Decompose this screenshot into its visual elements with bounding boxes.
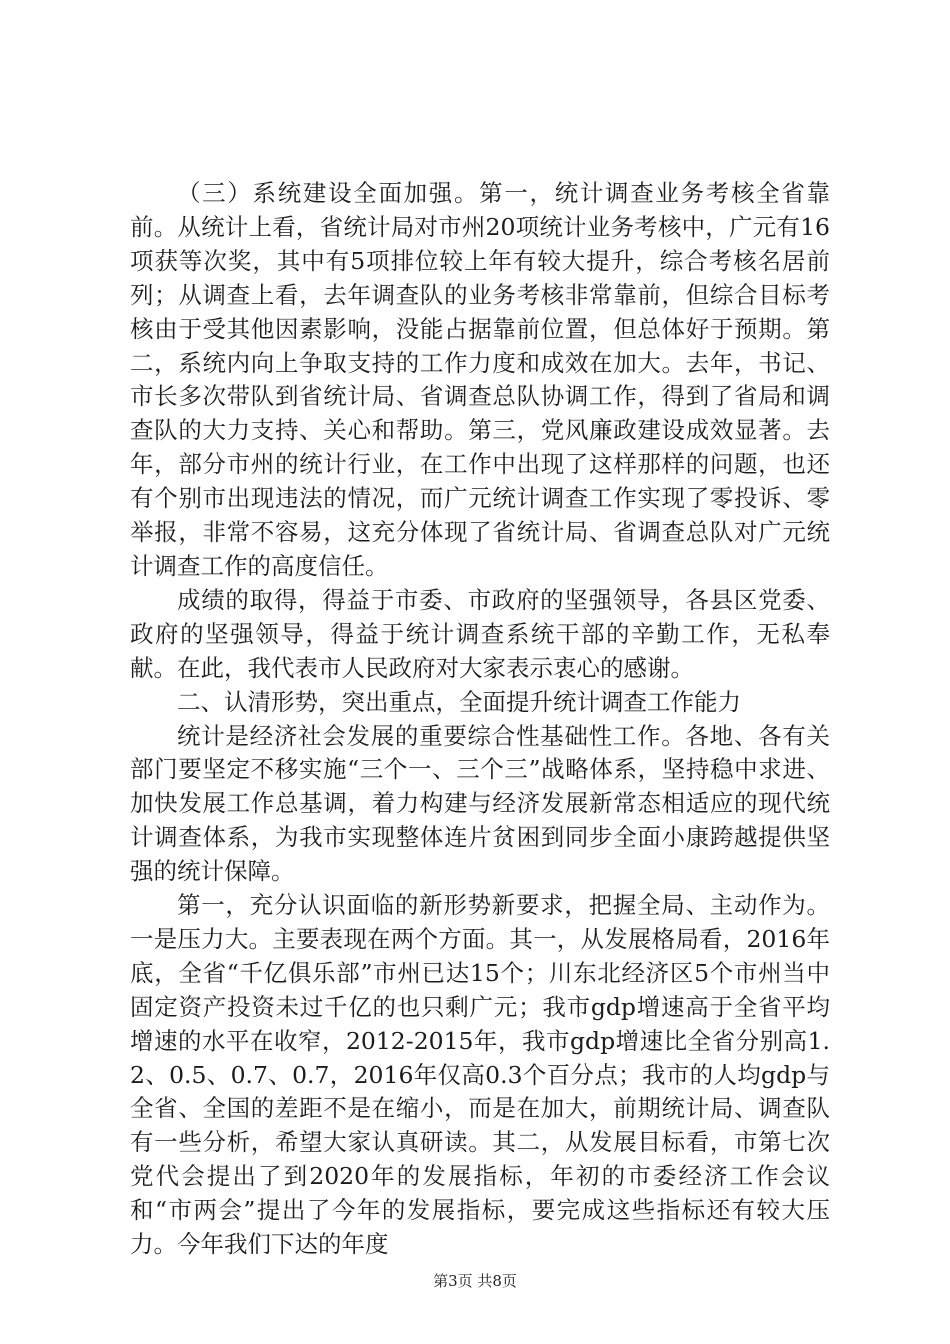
paragraph-system-building: （三）系统建设全面加强。第一，统计调查业务考核全省靠前。从统计上看，省统计局对市州20项统计业务考核中，广元有16项获等次奖，其中有5项排位较上年有较大提升，综合考核名居前列；从调查上看，去年调查队的业务考核非常靠前，但综合目标考核由于受其他因素影响，没能占据靠前位置，但总体好于预期。第二，系统内向上争取支持的工作力度和成效在加大。去年，书记、市长多次带队到省统计局、省调查总队协调工作，得到了省局和调查队的大力支持、关心和帮助。第三，党风廉政建设成效显著。去年，部分市州的统计行业，在工作中出现了这样那样的问题，也还有个别市出现违法的情况，而广元统计调查工作实现了零投诉、零举报，非常不容易，这充分体现了省统计局、省调查总队对广元统计调查工作的高度信任。 (130, 179, 830, 580)
document-body (130, 177, 830, 1262)
paragraph-new-situation: 第一，充分认识面临的新形势新要求，把握全局、主动作为。一是压力大。主要表现在两个方面。其一，从发展格局看，2016年底，全省“千亿俱乐部”市州已达15个；川东北经济区5个市州当中固定资产投资未过千亿的也只剩广元；我市gdp增速高于全省平均增速的水平在收窄，2012-2015年，我市gdp增速比全省分别高1.2、0.5、0.7、0.7，2016年仅高0.3个百分点；我市的人均gdp与全省、全国的差距不是在缩小，而是在加大，前期统计局、调查队有一些分析，希望大家认真研读。其二，从发展目标看，市第七次党代会提出了到2020年的发展指标，年初的市委经济工作会议和“市两会”提出了今年的发展指标，要完成这些指标还有较大压力。今年我们下达的年度 (130, 891, 830, 1259)
page-number-footer: 第3页 共8页 (433, 1272, 517, 1290)
paragraph-statistics-importance: 统计是经济社会发展的重要综合性基础性工作。各地、各有关部门要坚定不移实施“三个一、三个三”战略体系，坚持稳中求进、加快发展工作总基调，着力构建与经济发展新常态相适应的现代统计调查体系，为我市实现整体连片贫困到同步全面小康跨越提供坚强的统计保障。 (130, 721, 830, 886)
section-heading-two: 二、认清形势，突出重点，全面提升统计调查工作能力 (177, 687, 741, 716)
paragraph-achievements-thanks: 成绩的取得，得益于市委、市政府的坚强领导，各县区党委、政府的坚强领导，得益于统计调查系统干部的辛勤工作，无私奉献。在此，我代表市人民政府对大家表示衷心的感谢。 (130, 585, 830, 682)
